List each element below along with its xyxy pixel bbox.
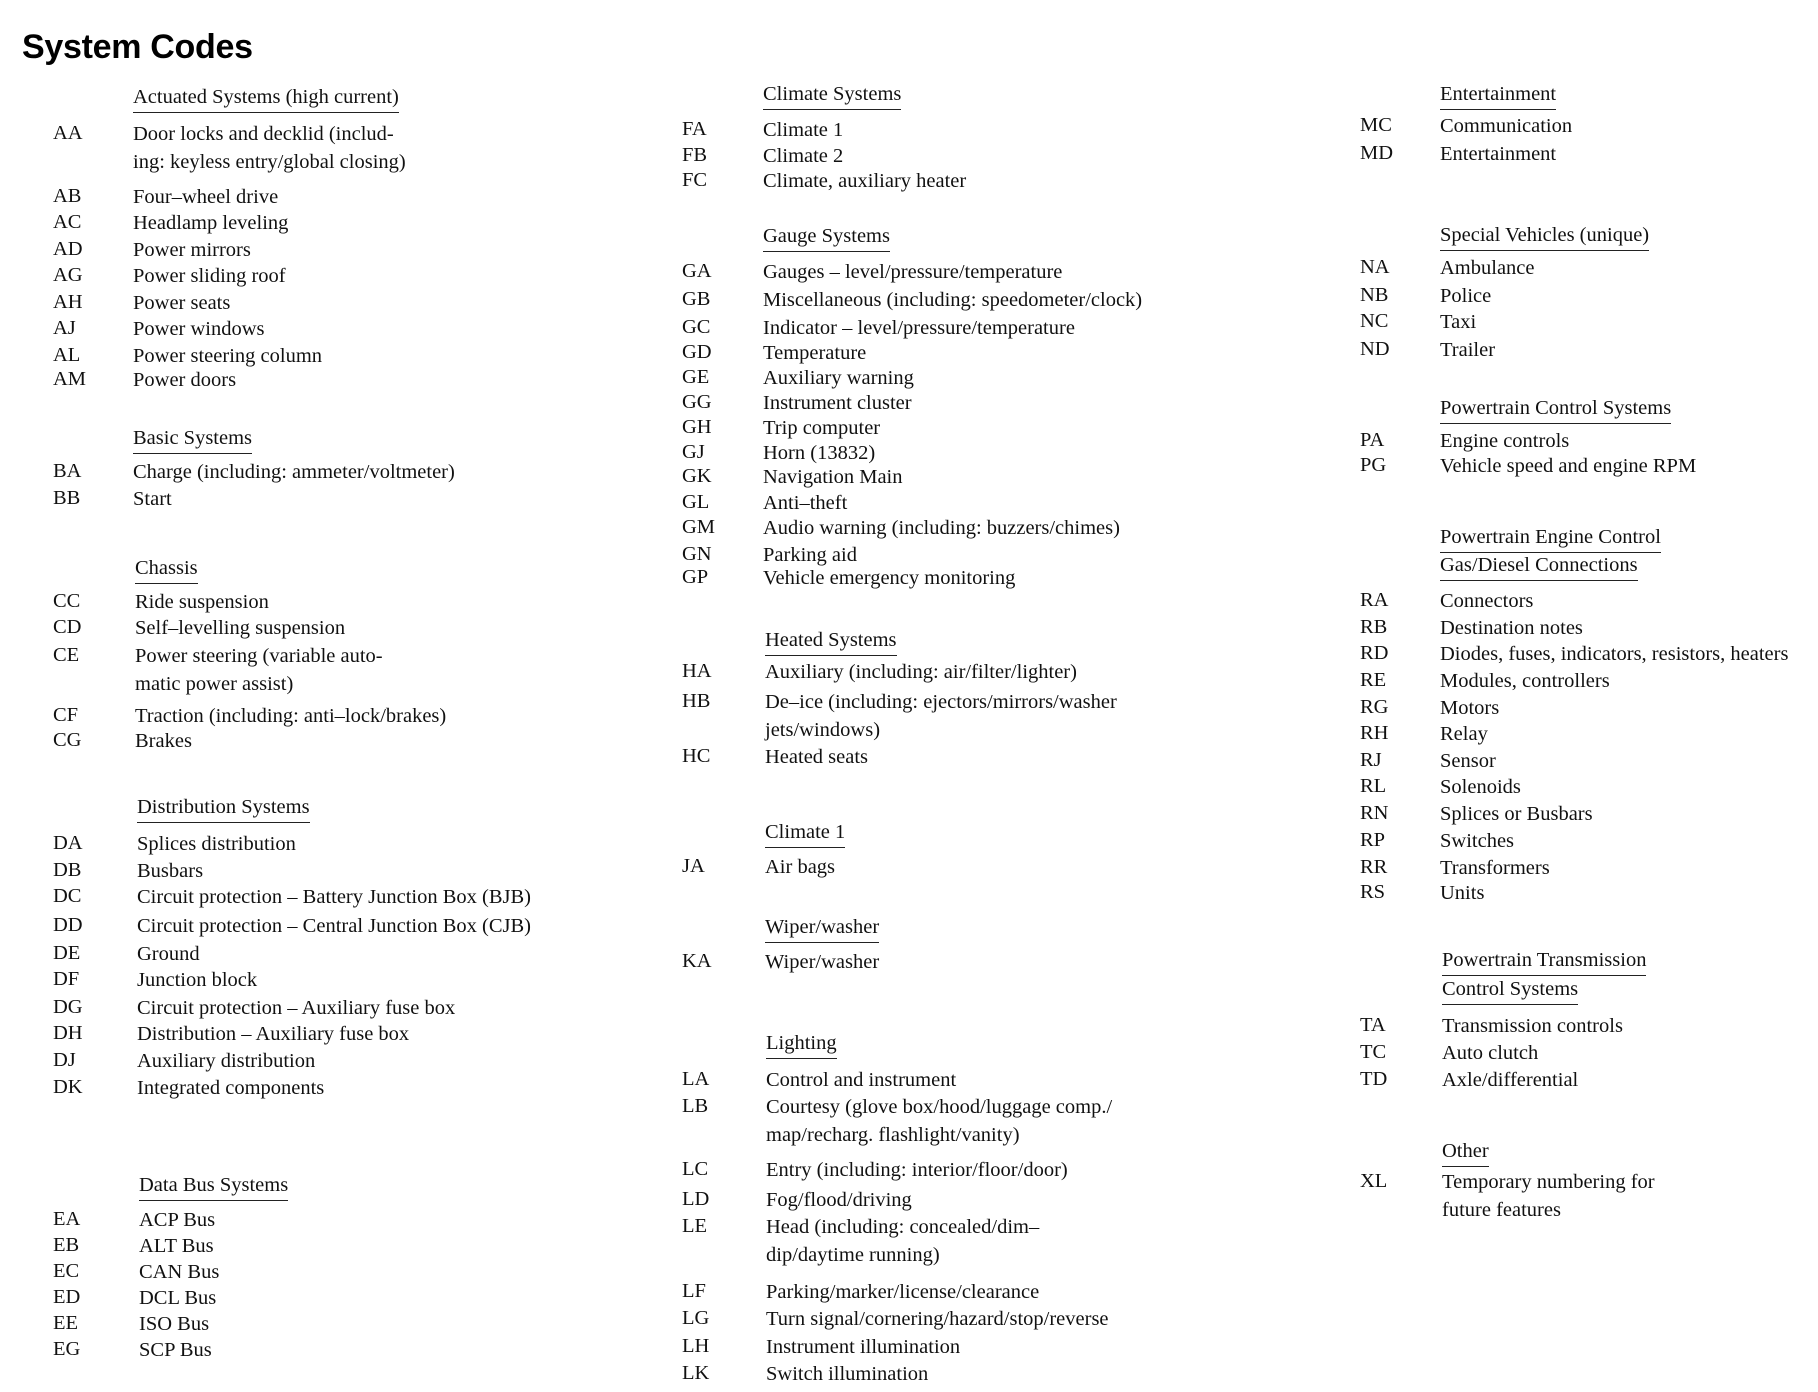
- system-description: ISO Bus: [139, 1313, 210, 1335]
- system-description: Miscellaneous (including: speedometer/clock): [763, 289, 1143, 311]
- system-code: GP: [682, 566, 709, 588]
- system-code: RJ: [1360, 749, 1382, 771]
- system-code: MD: [1360, 142, 1394, 164]
- section-heading: Powertrain Engine Control: [1440, 524, 1661, 553]
- system-code: PA: [1360, 429, 1385, 451]
- system-code: GM: [682, 516, 716, 538]
- system-description: Power mirrors: [133, 239, 251, 261]
- system-description: Vehicle speed and engine RPM: [1440, 455, 1697, 477]
- system-code: LB: [682, 1095, 709, 1117]
- system-code: EA: [53, 1208, 81, 1230]
- system-description: Turn signal/cornering/hazard/stop/reverse: [766, 1308, 1109, 1330]
- system-code: XL: [1360, 1170, 1388, 1192]
- system-code: DB: [53, 859, 82, 881]
- system-code: NC: [1360, 310, 1389, 332]
- system-description: Ground: [137, 943, 200, 965]
- system-description: Parking aid: [763, 544, 857, 566]
- system-code: EE: [53, 1312, 79, 1334]
- system-code: RE: [1360, 669, 1387, 691]
- system-description: Units: [1440, 882, 1485, 904]
- system-description: Police: [1440, 285, 1492, 307]
- system-description: Engine controls: [1440, 430, 1570, 452]
- section-heading: Lighting: [766, 1030, 837, 1059]
- system-description: Switch illumination: [766, 1363, 929, 1385]
- system-description: ing: keyless entry/global closing): [133, 151, 406, 173]
- section-heading: Climate 1: [765, 819, 845, 848]
- system-code: GA: [682, 260, 712, 282]
- system-description: ALT Bus: [139, 1235, 214, 1257]
- system-description: Navigation Main: [763, 466, 903, 488]
- section-heading: Wiper/washer: [765, 914, 879, 943]
- system-description: Sensor: [1440, 750, 1496, 772]
- system-code: AC: [53, 211, 82, 233]
- system-description: Entertainment: [1440, 143, 1557, 165]
- system-description: DCL Bus: [139, 1287, 217, 1309]
- system-code: RP: [1360, 829, 1386, 851]
- system-code: EC: [53, 1260, 80, 1282]
- system-code: NB: [1360, 284, 1389, 306]
- system-description: Circuit protection – Auxiliary fuse box: [137, 997, 456, 1019]
- system-code: BB: [53, 487, 81, 509]
- section-heading: Special Vehicles (unique): [1440, 222, 1649, 251]
- system-description: Switches: [1440, 830, 1515, 852]
- system-code: EG: [53, 1338, 81, 1360]
- system-code: HA: [682, 660, 712, 682]
- system-description: Temporary numbering for: [1442, 1171, 1655, 1193]
- system-code: FA: [682, 118, 707, 140]
- system-description: dip/daytime running): [766, 1244, 940, 1266]
- system-description: Splices distribution: [137, 833, 296, 855]
- system-code: RR: [1360, 856, 1388, 878]
- system-code: AA: [53, 122, 83, 144]
- system-code: GC: [682, 316, 711, 338]
- system-description: Power windows: [133, 318, 265, 340]
- system-code: RN: [1360, 802, 1389, 824]
- system-description: Circuit protection – Battery Junction Box (BJB): [137, 886, 532, 908]
- system-description: Heated seats: [765, 746, 869, 768]
- system-code: DH: [53, 1022, 83, 1044]
- system-description: ACP Bus: [139, 1209, 216, 1231]
- system-code: DD: [53, 914, 83, 936]
- system-description: CAN Bus: [139, 1261, 220, 1283]
- system-description: Wiper/washer: [765, 951, 880, 973]
- system-code: JA: [682, 855, 705, 877]
- system-description: Relay: [1440, 723, 1488, 745]
- system-description: Entry (including: interior/floor/door): [766, 1159, 1068, 1181]
- section-heading: Actuated Systems (high current): [133, 84, 399, 113]
- section-heading: Powertrain Control Systems: [1440, 395, 1671, 424]
- section-heading: Gauge Systems: [763, 223, 890, 252]
- page-title: System Codes: [22, 28, 253, 66]
- system-code: DJ: [53, 1049, 76, 1071]
- system-code: TD: [1360, 1068, 1388, 1090]
- system-description: Destination notes: [1440, 617, 1583, 639]
- system-description: Transmission controls: [1442, 1015, 1623, 1037]
- section-heading: Control Systems: [1442, 976, 1578, 1005]
- system-description: Self–levelling suspension: [135, 617, 346, 639]
- system-description: Fog/flood/driving: [766, 1189, 912, 1211]
- system-code: DC: [53, 885, 82, 907]
- system-description: Ambulance: [1440, 257, 1535, 279]
- system-description: matic power assist): [135, 673, 294, 695]
- system-description: Power steering (variable auto-: [135, 645, 383, 667]
- system-description: Distribution – Auxiliary fuse box: [137, 1023, 410, 1045]
- system-code: CD: [53, 616, 82, 638]
- section-heading: Climate Systems: [763, 81, 901, 110]
- section-heading: Basic Systems: [133, 425, 252, 454]
- section-heading: Gas/Diesel Connections: [1440, 552, 1638, 581]
- section-heading: Entertainment: [1440, 81, 1556, 110]
- section-heading: Data Bus Systems: [139, 1172, 288, 1201]
- system-description: Power steering column: [133, 345, 323, 367]
- system-description: Instrument illumination: [766, 1336, 961, 1358]
- system-code: AJ: [53, 317, 76, 339]
- system-code: FC: [682, 169, 708, 191]
- system-code: ED: [53, 1286, 81, 1308]
- system-code: DK: [53, 1076, 83, 1098]
- system-code: GE: [682, 366, 710, 388]
- system-description: Instrument cluster: [763, 392, 912, 414]
- system-code: LK: [682, 1362, 710, 1384]
- system-code: FB: [682, 144, 708, 166]
- system-code: RH: [1360, 722, 1389, 744]
- system-code: GB: [682, 288, 711, 310]
- system-code: DF: [53, 968, 80, 990]
- system-code: RL: [1360, 775, 1387, 797]
- system-description: Connectors: [1440, 590, 1534, 612]
- system-code: DE: [53, 942, 81, 964]
- system-description: Integrated components: [137, 1077, 325, 1099]
- system-description: Brakes: [135, 730, 192, 752]
- system-code: LC: [682, 1158, 709, 1180]
- system-description: Air bags: [765, 856, 836, 878]
- section-heading: Powertrain Transmission: [1442, 947, 1646, 976]
- system-code: ND: [1360, 338, 1390, 360]
- system-description: Modules, controllers: [1440, 670, 1610, 692]
- system-description: Auto clutch: [1442, 1042, 1539, 1064]
- system-description: Temperature: [763, 342, 867, 364]
- system-description: Circuit protection – Central Junction Box (CJB): [137, 915, 532, 937]
- system-code: TC: [1360, 1041, 1387, 1063]
- system-code: RS: [1360, 881, 1386, 903]
- system-description: De–ice (including: ejectors/mirrors/washer: [765, 691, 1117, 713]
- system-code: NA: [1360, 256, 1390, 278]
- system-description: Trailer: [1440, 339, 1496, 361]
- system-code: RD: [1360, 642, 1389, 664]
- system-code: AH: [53, 291, 83, 313]
- system-description: map/recharg. flashlight/vanity): [766, 1124, 1020, 1146]
- system-description: Horn (13832): [763, 442, 876, 464]
- system-description: Audio warning (including: buzzers/chimes): [763, 517, 1120, 539]
- system-code: AL: [53, 344, 81, 366]
- system-code: LF: [682, 1280, 706, 1302]
- system-code: EB: [53, 1234, 80, 1256]
- system-code: LH: [682, 1335, 710, 1357]
- system-code: LD: [682, 1188, 710, 1210]
- system-description: Climate 1: [763, 119, 844, 141]
- system-description: Charge (including: ammeter/voltmeter): [133, 461, 455, 483]
- system-description: Climate 2: [763, 145, 844, 167]
- system-description: Communication: [1440, 115, 1573, 137]
- system-code: RB: [1360, 616, 1388, 638]
- system-code: AB: [53, 185, 82, 207]
- system-code: GN: [682, 543, 712, 565]
- system-code: AD: [53, 238, 83, 260]
- system-code: DA: [53, 832, 83, 854]
- system-description: Diodes, fuses, indicators, resistors, heaters: [1440, 643, 1789, 665]
- system-code: PG: [1360, 454, 1387, 476]
- system-code: BA: [53, 460, 82, 482]
- system-code: CC: [53, 590, 81, 612]
- system-description: Axle/differential: [1442, 1069, 1579, 1091]
- system-code: GH: [682, 416, 712, 438]
- system-code: GG: [682, 391, 712, 413]
- system-code: HB: [682, 690, 711, 712]
- system-code: GJ: [682, 441, 705, 463]
- system-code: CE: [53, 644, 80, 666]
- system-description: Auxiliary (including: air/filter/lighter): [765, 661, 1077, 683]
- system-description: Junction block: [137, 969, 258, 991]
- section-heading: Distribution Systems: [137, 794, 310, 823]
- system-code: GL: [682, 491, 710, 513]
- system-description: Splices or Busbars: [1440, 803, 1593, 825]
- system-code: MC: [1360, 114, 1392, 136]
- system-description: Trip computer: [763, 417, 881, 439]
- system-code: AG: [53, 264, 83, 286]
- system-description: jets/windows): [765, 719, 881, 741]
- system-description: Ride suspension: [135, 591, 269, 613]
- system-description: Control and instrument: [766, 1069, 957, 1091]
- system-description: Motors: [1440, 697, 1500, 719]
- system-description: Climate, auxiliary heater: [763, 170, 967, 192]
- system-code: LA: [682, 1068, 710, 1090]
- system-code: CG: [53, 729, 82, 751]
- section-heading: Heated Systems: [765, 627, 897, 656]
- system-code: RA: [1360, 589, 1389, 611]
- system-description: Door locks and decklid (includ-: [133, 123, 394, 145]
- system-description: Transformers: [1440, 857, 1550, 879]
- system-code: DG: [53, 996, 83, 1018]
- system-description: Anti–theft: [763, 492, 848, 514]
- system-code: HC: [682, 745, 711, 767]
- system-description: Solenoids: [1440, 776, 1521, 798]
- system-code: LG: [682, 1307, 710, 1329]
- section-heading: Other: [1442, 1138, 1489, 1167]
- system-description: Gauges – level/pressure/temperature: [763, 261, 1063, 283]
- system-code: LE: [682, 1215, 708, 1237]
- system-code: CF: [53, 704, 79, 726]
- system-description: Taxi: [1440, 311, 1477, 333]
- section-heading: Chassis: [135, 555, 198, 584]
- system-code: RG: [1360, 696, 1389, 718]
- system-description: Headlamp leveling: [133, 212, 289, 234]
- system-description: Power seats: [133, 292, 231, 314]
- system-description: Start: [133, 488, 172, 510]
- system-description: Courtesy (glove box/hood/luggage comp./: [766, 1096, 1113, 1118]
- system-description: Parking/marker/license/clearance: [766, 1281, 1040, 1303]
- system-code: KA: [682, 950, 712, 972]
- system-description: Indicator – level/pressure/temperature: [763, 317, 1075, 339]
- system-code: TA: [1360, 1014, 1386, 1036]
- system-description: future features: [1442, 1199, 1561, 1221]
- system-code: GK: [682, 465, 712, 487]
- system-description: Auxiliary warning: [763, 367, 914, 389]
- system-description: Auxiliary distribution: [137, 1050, 316, 1072]
- system-description: Vehicle emergency monitoring: [763, 567, 1016, 589]
- system-description: SCP Bus: [139, 1339, 212, 1361]
- system-description: Power doors: [133, 369, 237, 391]
- system-code: AM: [53, 368, 87, 390]
- system-description: Four–wheel drive: [133, 186, 279, 208]
- system-description: Power sliding roof: [133, 265, 286, 287]
- system-description: Traction (including: anti–lock/brakes): [135, 705, 447, 727]
- system-code: GD: [682, 341, 712, 363]
- system-description: Head (including: concealed/dim–: [766, 1216, 1040, 1238]
- system-description: Busbars: [137, 860, 204, 882]
